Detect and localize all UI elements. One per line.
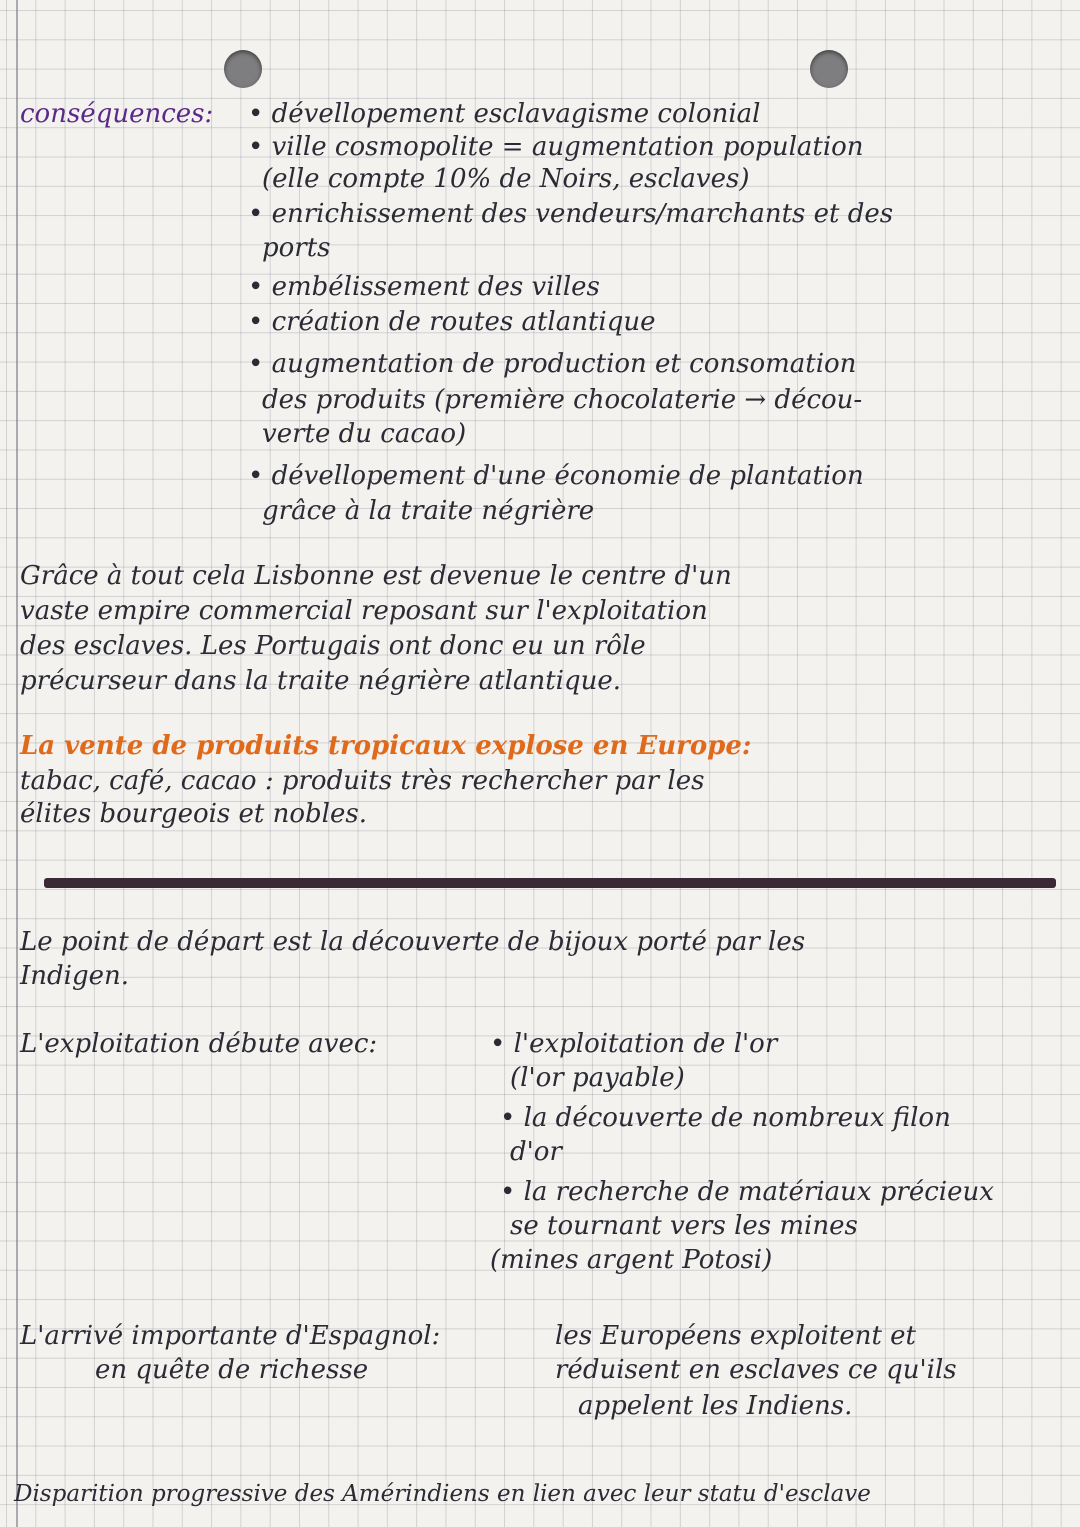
consequence-line: • dévellopement esclavagisme colonial (248, 99, 761, 129)
paragraph-line: Indigen. (20, 961, 130, 991)
consequences-label: conséquences: (20, 99, 214, 129)
paragraph-line: tabac, café, cacao : produits très rechercher par les (20, 766, 705, 796)
consequence-line: • augmentation de production et consomation (248, 349, 857, 379)
exploitation-line: d'or (510, 1137, 562, 1167)
punch-hole (810, 50, 848, 88)
exploitation-line: (l'or payable) (510, 1063, 685, 1093)
consequence-line: • enrichissement des vendeurs/marchants et des (248, 199, 894, 229)
consequence-line: • création de routes atlantique (248, 307, 656, 337)
section-heading: La vente de produits tropicaux explose en Europe: (20, 731, 752, 761)
consequence-line: (elle compte 10% de Noirs, esclaves) (262, 164, 750, 194)
consequence-line: verte du cacao) (262, 419, 467, 449)
arrivee-line: en quête de richesse (95, 1355, 369, 1385)
exploitation-line: • l'exploitation de l'or (490, 1029, 778, 1059)
margin-line (16, 0, 18, 1527)
arrivee-line: appelent les Indiens. (578, 1391, 853, 1421)
consequence-line: ports (262, 233, 331, 263)
arrivee-line: réduisent en esclaves ce qu'ils (555, 1355, 957, 1385)
paragraph-line: des esclaves. Les Portugais ont donc eu un rôle (20, 631, 646, 661)
consequence-line: • ville cosmopolite = augmentation population (248, 132, 864, 162)
consequence-line: des produits (première chocolaterie → décou- (262, 385, 863, 415)
conclusion-line: Disparition progressive des Amérindiens en lien avec leur statu d'esclave (14, 1481, 871, 1507)
consequence-line: • embélissement des villes (248, 272, 600, 302)
exploitation-line: se tournant vers les mines (510, 1211, 858, 1241)
exploitation-label: L'exploitation débute avec: (20, 1029, 378, 1059)
paragraph-line: Grâce à tout cela Lisbonne est devenue le centre d'un (20, 561, 732, 591)
exploitation-line: • la découverte de nombreux filon (500, 1103, 951, 1133)
paragraph-line: Le point de départ est la découverte de bijoux porté par les (20, 927, 806, 957)
consequence-line: grâce à la traite négrière (262, 496, 595, 526)
paragraph-line: élites bourgeois et nobles. (20, 799, 367, 829)
paragraph-line: précurseur dans la traite négrière atlantique. (20, 666, 622, 696)
exploitation-line: (mines argent Potosi) (490, 1245, 773, 1275)
arrivee-line: L'arrivé importante d'Espagnol: (20, 1321, 441, 1351)
arrivee-line: les Européens exploitent et (555, 1321, 916, 1351)
paragraph-line: vaste empire commercial reposant sur l'exploitation (20, 596, 708, 626)
separator-rule (44, 878, 1056, 888)
exploitation-line: • la recherche de matériaux précieux (500, 1177, 994, 1207)
punch-hole (224, 50, 262, 88)
consequence-line: • dévellopement d'une économie de plantation (248, 461, 864, 491)
